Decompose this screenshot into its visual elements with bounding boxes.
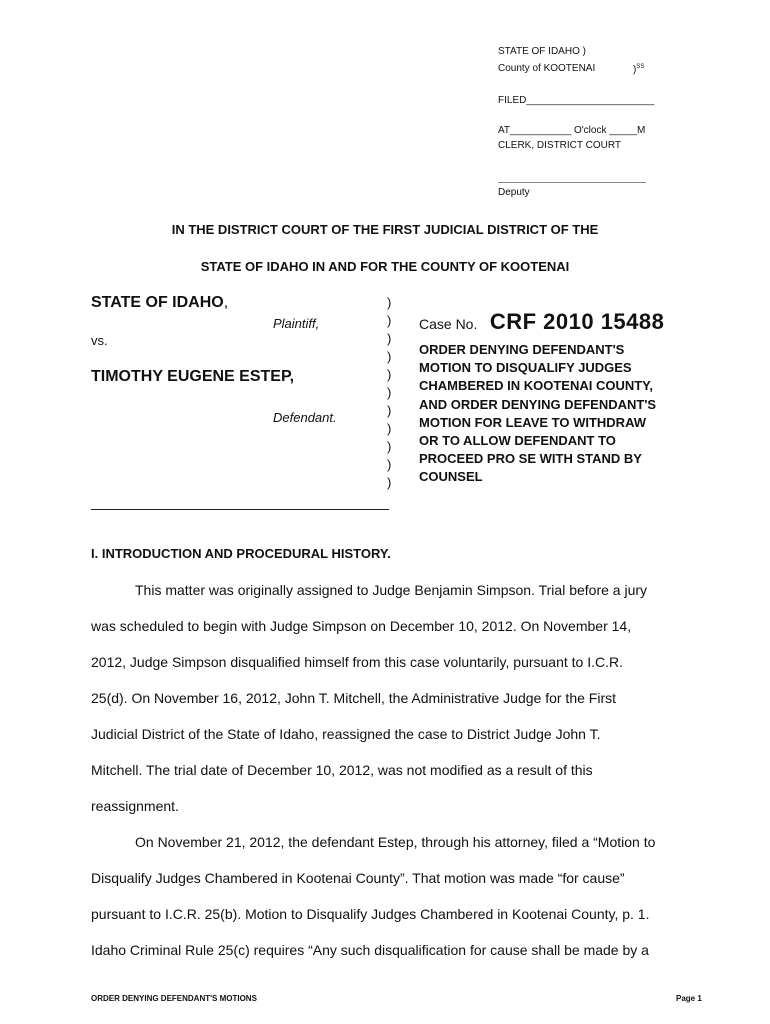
body-line: pursuant to I.C.R. 25(b). Motion to Disqualify Judges Chambered in Kootenai County, p. 1. <box>91 906 650 922</box>
body-line: Disqualify Judges Chambered in Kootenai County”. That motion was made “for cause” <box>91 870 625 886</box>
order-title-line: ORDER DENYING DEFENDANT'S <box>419 342 625 357</box>
stamp-county-line: County of KOOTENAI <box>498 63 596 74</box>
stamp-deputy: Deputy <box>498 187 530 198</box>
case-number-line <box>419 309 664 335</box>
caption-parenthesis-column: ) ) ) ) ) ) ) ) ) ) ) <box>387 295 392 490</box>
defendant-name: TIMOTHY EUGENE ESTEP, <box>91 368 295 385</box>
plaintiff-name-block <box>91 294 228 312</box>
order-title-line: AND ORDER DENYING DEFENDANT'S <box>419 396 657 412</box>
order-title-line: OR TO ALLOW DEFENDANT TO <box>419 433 616 449</box>
defendant-role: Defendant. <box>273 410 337 425</box>
page-number: Page 1 <box>676 994 702 1003</box>
body-line: Idaho Criminal Rule 25(c) requires “Any such disqualification for cause shall be made by a <box>91 942 649 958</box>
body-line: Mitchell. The trial date of December 10, 2012, was not modified as a result of this <box>91 762 593 778</box>
caption-bottom-rule <box>91 509 389 510</box>
body-line: On November 21, 2012, the defendant Estep, through his attorney, filed a “Motion to <box>135 834 656 850</box>
order-title-line: COUNSEL <box>419 469 483 485</box>
plaintiff-comma: , <box>223 294 229 311</box>
order-title-line: MOTION FOR LEAVE TO WITHDRAW <box>419 414 647 430</box>
stamp-ss <box>633 64 644 75</box>
plaintiff-role: Plaintiff, <box>273 316 320 331</box>
court-heading-line-1: IN THE DISTRICT COURT OF THE FIRST JUDICIAL DISTRICT OF THE <box>171 222 599 237</box>
body-line: Judicial District of the State of Idaho, reassigned the case to District Judge John T. <box>91 726 601 742</box>
body-line: reassignment. <box>91 798 179 814</box>
body-line: was scheduled to begin with Judge Simpson on December 10, 2012. On November 14, <box>91 618 632 634</box>
versus-label: vs. <box>91 333 108 348</box>
stamp-state-line: STATE OF IDAHO ) <box>498 46 586 57</box>
plaintiff-name: STATE OF IDAHO <box>91 294 224 311</box>
order-title-line: CHAMBERED IN KOOTENAI COUNTY, <box>419 378 654 394</box>
order-title-line: PROCEED PRO SE WITH STAND BY <box>419 451 642 467</box>
footer-title: ORDER DENYING DEFENDANT'S MOTIONS <box>91 994 257 1003</box>
stamp-at-line: AT___________ O'clock _____M <box>498 125 646 136</box>
order-title-line: MOTION TO DISQUALIFY JUDGES <box>419 360 632 376</box>
section-heading: I. INTRODUCTION AND PROCEDURAL HISTORY. <box>91 546 391 561</box>
body-line: 25(d). On November 16, 2012, John T. Mitchell, the Administrative Judge for the First <box>91 690 616 706</box>
body-line: This matter was originally assigned to Judge Benjamin Simpson. Trial before a jury <box>135 582 648 598</box>
body-line: 2012, Judge Simpson disqualified himself from this case voluntarily, pursuant to I.C.R. <box>91 654 623 670</box>
case-number: CRF 2010 15488 <box>489 309 665 334</box>
stamp-deputy-signature-line <box>498 182 646 183</box>
order-title <box>419 341 719 487</box>
stamp-ss-paren: ) <box>633 64 637 76</box>
stamp-ss-label: SS <box>636 64 645 70</box>
stamp-filed: FILED_______________________ <box>498 95 655 106</box>
court-heading-line-2: STATE OF IDAHO IN AND FOR THE COUNTY OF KOOTENAI <box>200 259 570 274</box>
stamp-clerk: CLERK, DISTRICT COURT <box>498 140 621 151</box>
case-number-label: Case No. <box>419 316 478 332</box>
